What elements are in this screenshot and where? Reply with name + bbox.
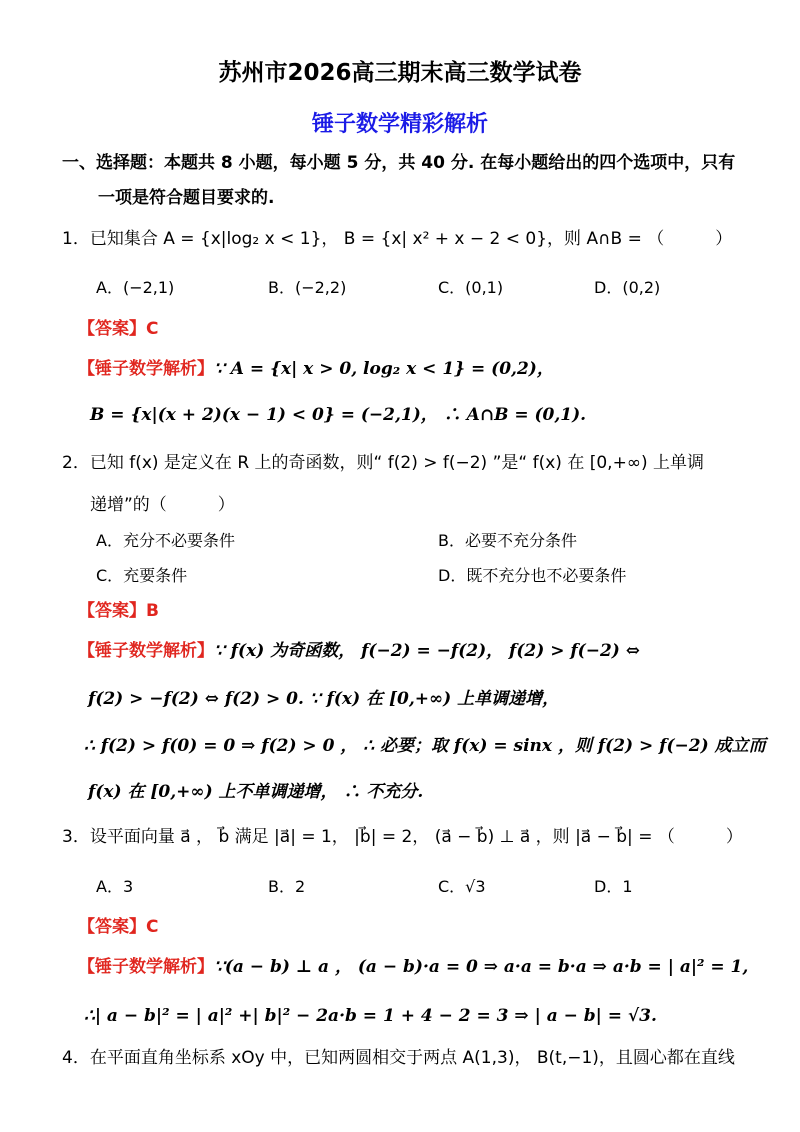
q1-analysis-label: 【锤子数学解析】 [78,359,214,379]
q2-option-a: A．充分不必要条件 [96,531,235,550]
q3-analysis-label: 【锤子数学解析】 [78,957,214,977]
q1-option-a: A．(−2,1) [96,278,175,297]
q2-analysis-label: 【锤子数学解析】 [78,641,214,661]
q2-answer [78,600,159,622]
page-title: 苏州市2026高三期末高三数学试卷 [218,60,582,86]
page-subtitle: 锤子数学精彩解析 [311,112,488,137]
q2-stem-line1: 2．已知 f(x) 是定义在 R 上的奇函数，则“ f(2) > f(−2) ”是“ f(x) 在 [0,+∞) 上单调 [62,453,705,473]
q2-option-c: C．充要条件 [96,566,188,585]
q3-option-d: D．1 [594,877,633,896]
q1-option-d: D．(0,2) [594,278,661,297]
q1-answer-value: C [146,319,159,339]
q2-analysis-line3: ∴ f(2) > f(0) = 0 ⇒ f(2) > 0 ， ∴ 必要；取 f(x) = sinx ，则 f(2) > f(−2) 成立而 [84,736,766,756]
q1-option-c: C．(0,1) [438,278,504,297]
section-heading-line1: 一、选择题：本题共 8 小题，每小题 5 分，共 40 分. 在每小题给出的四个选项中，只有 [62,153,736,173]
q1-answer [78,318,158,340]
q1-answer-label: 【答案】 [78,319,146,339]
q3-analysis-line2: ∴| a − b|² = | a|² +| b|² − 2a·b = 1 + 4 − 2 = 3 ⇒ | a − b| = √3. [84,1006,657,1026]
q1-option-b: B．(−2,2) [268,278,347,297]
q3-answer-value: C [146,917,159,937]
q3-answer [78,916,158,938]
q4-stem-line1: 4．在平面直角坐标系 xOy 中，已知两圆相交于两点 A(1,3)， B(t,−1)，且圆心都在直线 [62,1048,735,1068]
q2-analysis-line4: f(x) 在 [0,+∞) 上不单调递增， ∴ 不充分. [88,782,424,802]
q1-stem: 1．已知集合 A = {x|log₂ x < 1}， B = {x| x² + x − 2 < 0}，则 A∩B = （ ） [62,229,733,249]
q3-analysis-line1: 【锤子数学解析】∵(a − b) ⊥ a ， (a − b)·a = 0 ⇒ a·a = b·a ⇒ a·b = | a|² = 1, [78,957,749,977]
q2-analysis-line2: f(2) > −f(2) ⇔ f(2) > 0. ∵ f(x) 在 [0,+∞) 上单调递增， [88,689,560,709]
q3-answer-label: 【答案】 [78,917,146,937]
q3-option-a: A．3 [96,877,134,896]
q3-stem: 3．设平面向量 a⃗ ， b⃗ 满足 |a⃗| = 1， |b⃗| = 2， (a⃗ − b⃗) ⊥ a⃗ ，则 |a⃗ − b⃗| = （ ） [62,827,743,847]
q2-answer-value: B [146,601,159,621]
q2-stem-line2: 递增”的（ ） [90,495,235,515]
q2-answer-label: 【答案】 [78,601,146,621]
section-heading-line2: 一项是符合题目要求的. [98,188,275,208]
q2-option-d: D．既不充分也不必要条件 [438,566,627,585]
q1-analysis-line2: B = {x|(x + 2)(x − 1) < 0} = (−2,1)， ∴ A∩B = (0,1). [90,405,587,425]
q2-analysis-line1: 【锤子数学解析】∵ f(x) 为奇函数， f(−2) = −f(2)， f(2) > f(−2) ⇔ [78,641,640,661]
q2-option-b: B．必要不充分条件 [438,531,577,550]
q3-option-c: C．√3 [438,877,486,896]
q3-option-b: B．2 [268,877,306,896]
q1-analysis-line1: 【锤子数学解析】∵ A = {x| x > 0, log₂ x < 1} = (0,2)， [78,359,554,379]
